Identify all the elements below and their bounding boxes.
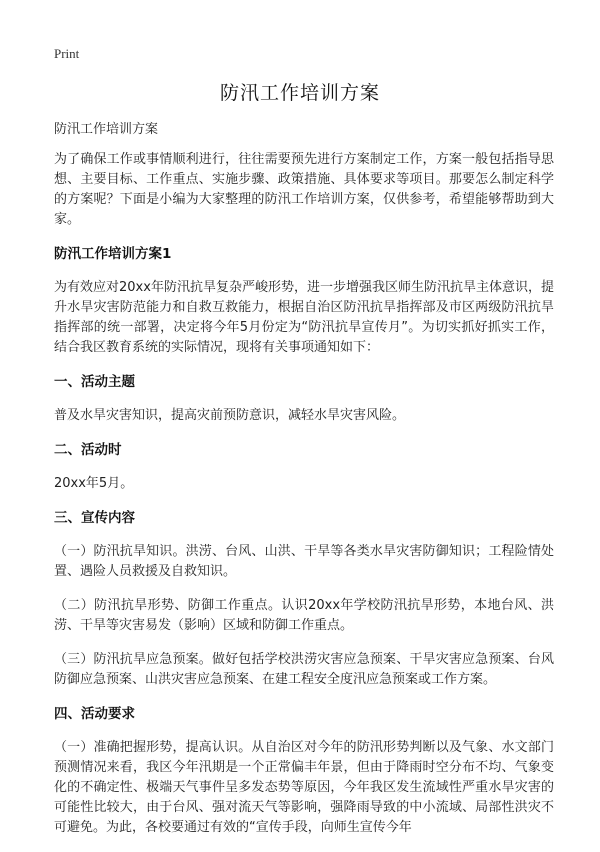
heading-requirements: 四、活动要求	[54, 706, 135, 722]
section-heading: 防汛工作培训方案1	[54, 246, 172, 262]
heading-theme: 一、活动主题	[54, 374, 135, 390]
requirements-item-1: （一）准确把握形势，提高认识。从自治区对今年的防汛形势判断以及气象、水文部门预测情况来看，我区今年汛期是一个正常偏丰年景，但由于降雨时空分布不均、气象变化的不确定性、极端天气事件呈多发态势等原因，今年我区发生流域性严重水旱灾害的可能性比较大，由于台风、强对流天气等影响，强降雨导致的中小流域、局部性洪灾不可避免。为此，各校要通过有效的“宣传手段，向师生宣传今年	[54, 740, 554, 835]
theme-paragraph: 普及水旱灾害知识，提高灾前预防意识，减轻水旱灾害风险。	[54, 408, 406, 423]
content-item-1: （一）防汛抗旱知识。洪涝、台风、山洪、干旱等各类水旱灾害防御知识；工程险情处置、遇险人员救援及自救知识。	[54, 544, 554, 579]
content-item-2: （二）防汛抗旱形势、防御工作重点。认识20xx年学校防汛抗旱形势，本地台风、洪涝、干旱等灾害易发（影响）区域和防御工作重点。	[54, 598, 554, 633]
heading-time: 二、活动时	[54, 442, 122, 458]
section-paragraph: 为有效应对20xx年防汛抗旱复杂严峻形势，进一步增强我区师生防汛抗旱主体意识，提升水旱灾害防范能力和自救互救能力，根据自治区防汛抗旱指挥部及市区两级防汛抗旱指挥部的统一部署，决定将今年5月份定为“防汛抗旱宣传月”。为切实抓好抓实工作，结合我区教育系统的实际情况，现将有关事项通知如下：	[54, 280, 554, 355]
document-body	[54, 120, 554, 852]
heading-content: 三、宣传内容	[54, 510, 135, 526]
page-title: 防汛工作培训方案	[219, 82, 380, 104]
print-link[interactable]: Print	[54, 46, 80, 61]
content-item-3: （三）防汛抗旱应急预案。做好包括学校洪涝灾害应急预案、干旱灾害应急预案、台风防御应急预案、山洪灾害应急预案、在建工程安全度汛应急预案或工作方案。	[54, 652, 554, 687]
time-paragraph: 20xx年5月。	[54, 476, 134, 491]
doc-subtitle: 防汛工作培训方案	[54, 122, 159, 137]
intro-paragraph: 为了确保工作或事情顺利进行，往往需要预先进行方案制定工作，方案一般包括指导思想、主要目标、工作重点、实施步骤、政策措施、具体要求等项目。那要怎么制定科学的方案呢？下面是小编为大家整理的防汛工作培训方案，仅供参考，希望能够帮助到大家。	[54, 152, 554, 227]
